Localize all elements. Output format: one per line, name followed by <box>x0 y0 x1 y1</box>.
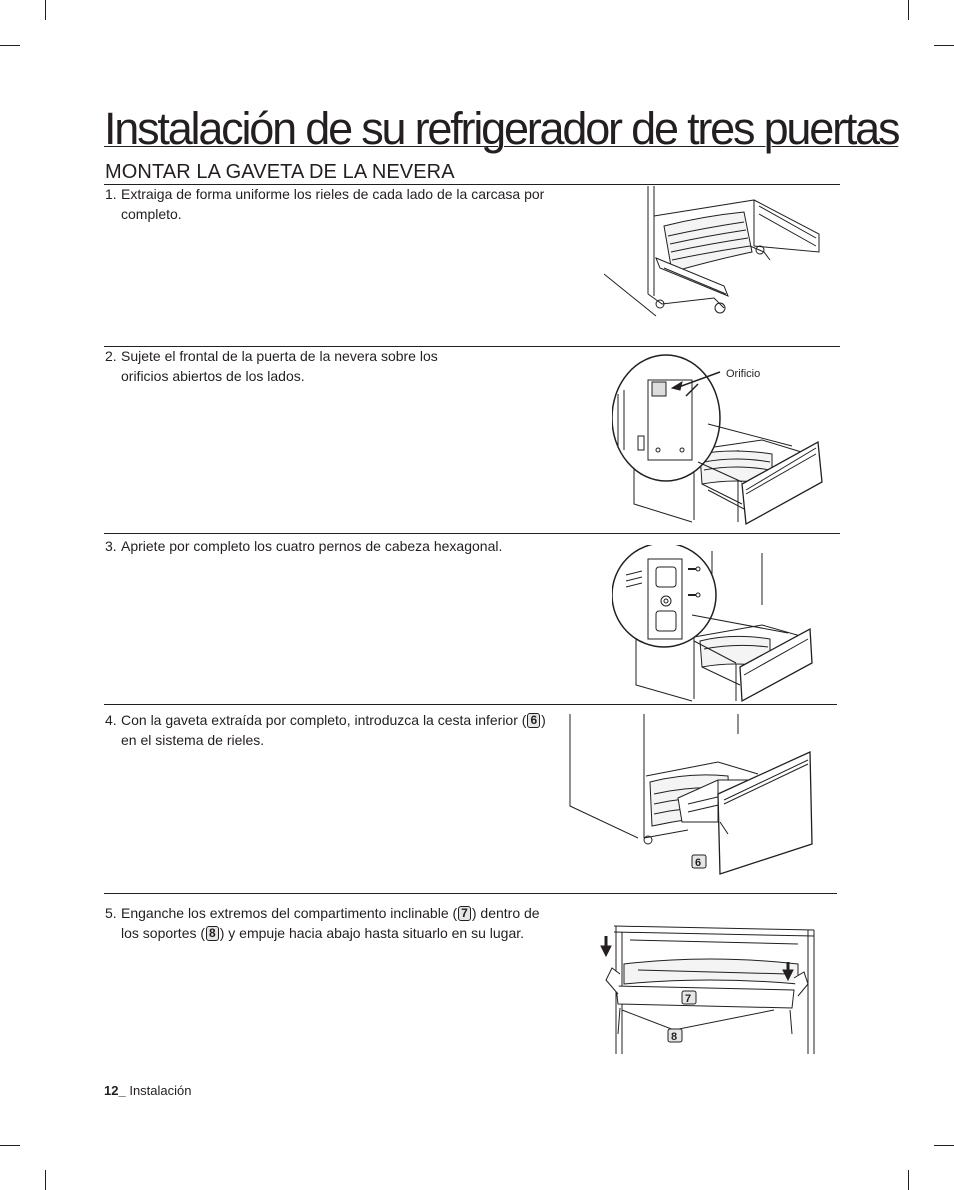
crop-mark-bl-v <box>45 1170 46 1190</box>
step-text-part: Con la gaveta extraída por completo, introduzca la cesta inferior ( <box>121 712 527 728</box>
step-text-part: ) y empuje hacia abajo hasta situarlo en su lugar. <box>219 925 525 941</box>
crop-mark-bl-h <box>0 1145 20 1146</box>
step-2 <box>105 346 485 386</box>
section-heading: MONTAR LA GAVETA DE LA NEVERA <box>105 161 455 183</box>
step-3 <box>105 536 575 556</box>
step-text: Extraiga de forma uniforme los rieles de cada lado de la carcasa por completo. <box>121 186 545 222</box>
step-5 <box>105 903 551 943</box>
page-number: 12_ <box>104 1083 126 1098</box>
step-text-part: ) dentro de los soportes ( <box>121 905 540 941</box>
figure-rails-extended <box>604 186 840 320</box>
step-divider <box>104 893 837 894</box>
step-number: 2. <box>105 348 117 364</box>
step-text-part: Enganche los extremos del compartimento inclinable ( <box>121 905 458 921</box>
step-number: 3. <box>105 538 117 554</box>
step-number: 5. <box>105 905 117 921</box>
step-divider <box>104 704 837 705</box>
crop-mark-br-v <box>908 1170 909 1190</box>
step-text-part: ) en el sistema de rieles. <box>121 712 546 748</box>
figure-door-over-holes <box>612 354 830 526</box>
figure-lower-basket <box>568 714 820 878</box>
crop-mark-tr-v <box>908 0 909 20</box>
step-number: 4. <box>105 712 117 728</box>
step-number: 1. <box>105 186 117 202</box>
fig5-label-8: 8 <box>671 1031 678 1043</box>
crop-mark-br-h <box>934 1145 954 1146</box>
crop-mark-tl-h <box>0 45 20 46</box>
ref-badge: 6 <box>527 713 540 728</box>
crop-mark-tl-v <box>45 0 46 20</box>
footer-section: Instalación <box>129 1083 192 1098</box>
figure-hex-bolts <box>612 545 822 705</box>
figure-tilt-compartment <box>598 924 820 1056</box>
page-title: Instalación de su refrigerador de tres puertas <box>104 103 899 154</box>
step-1 <box>105 184 585 224</box>
fig5-label-7: 7 <box>685 993 692 1005</box>
ref-badge: 8 <box>206 926 219 941</box>
step-text: Apriete por completo los cuatro pernos de cabeza hexagonal. <box>121 538 503 554</box>
ref-badge: 7 <box>458 906 471 921</box>
callout-orificio: Orificio <box>726 368 761 380</box>
step-text <box>105 710 565 750</box>
fig4-label-6: 6 <box>695 857 702 869</box>
step-text: Sujete el frontal de la puerta de la nevera sobre los orificios abiertos de los lados. <box>121 348 438 384</box>
page-footer <box>104 1083 191 1098</box>
crop-mark-tr-h <box>934 45 954 46</box>
step-divider <box>104 533 840 534</box>
step-text <box>105 903 551 943</box>
step-4 <box>105 710 565 750</box>
